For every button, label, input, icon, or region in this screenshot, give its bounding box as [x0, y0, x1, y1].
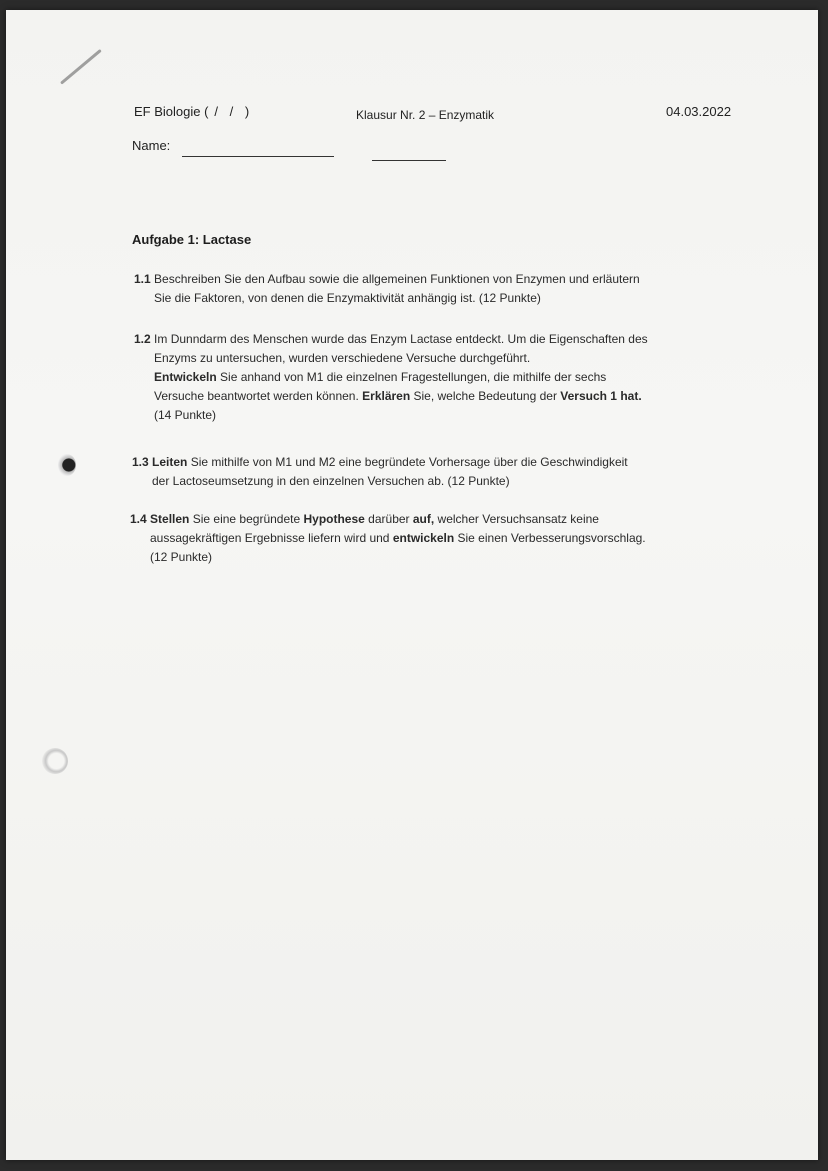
operator-keyword: Entwickeln	[154, 370, 217, 384]
task-text: welcher Versuchsansatz keine	[434, 512, 599, 526]
task-number: 1.3	[132, 455, 149, 469]
task-1-3	[132, 453, 722, 491]
task-text: Sie anhand von M1 die einzelnen Fragestellungen, die mithilfe der sechs	[216, 370, 607, 384]
course-slashes: / / )	[214, 104, 254, 119]
task-text: Versuche beantwortet werden können.	[154, 389, 363, 403]
task-number: 1.4	[130, 512, 147, 526]
exam-date: 04.03.2022	[666, 104, 732, 119]
operator-keyword: Stellen	[150, 512, 190, 526]
pen-mark	[60, 49, 102, 85]
operator-keyword: Erklären	[362, 389, 411, 403]
task-text: Sie mithilfe von M1 und M2 eine begründete Vorhersage über die Geschwindigkeit	[187, 455, 628, 469]
exam-title: Klausur Nr. 2 – Enzymatik	[356, 108, 495, 122]
task-text: Sie die Faktoren, von denen die Enzymaktivität anhängig ist. (12 Punkte)	[154, 291, 541, 305]
task-1-1	[134, 270, 724, 308]
course-text: EF Biologie (	[134, 104, 209, 119]
name-label: Name:	[132, 138, 171, 153]
task-number: 1.2	[134, 332, 151, 346]
task-1-2	[134, 330, 724, 425]
task-text: der Lactoseumsetzung in den einzelnen Versuchen ab. (12 Punkte)	[152, 474, 510, 488]
task-text: Sie, welche Bedeutung der	[410, 389, 561, 403]
operator-keyword: auf,	[412, 512, 435, 526]
name-line-extra	[372, 160, 446, 161]
task-points: (12 Punkte)	[150, 550, 213, 564]
task-text: Im Dunndarm des Menschen wurde das Enzym Lactase entdeckt. Um die Eigenschaften des	[154, 332, 648, 346]
task-1-4	[130, 510, 720, 567]
punch-hole-top	[58, 454, 76, 476]
course-label	[134, 104, 253, 119]
task-text: darüber	[364, 512, 413, 526]
operator-keyword: entwickeln	[392, 531, 455, 545]
task-text: Sie eine begründete	[189, 512, 304, 526]
task-number: 1.1	[134, 272, 151, 286]
task-text: Sie einen Verbesserungsvorschlag.	[454, 531, 646, 545]
emphasis-text: Versuch 1 hat.	[560, 389, 642, 403]
operator-keyword: Hypothese	[303, 512, 365, 526]
operator-keyword: Leiten	[152, 455, 188, 469]
punch-hole-bottom	[42, 748, 68, 774]
section-title: Aufgabe 1: Lactase	[132, 232, 252, 247]
exam-sheet	[6, 10, 818, 1160]
task-points: (14 Punkte)	[154, 408, 217, 422]
task-text: aussagekräftigen Ergebnisse liefern wird und	[150, 531, 393, 545]
task-text: Enzyms zu untersuchen, wurden verschiedene Versuche durchgeführt.	[154, 351, 531, 365]
name-line	[182, 156, 334, 157]
task-text: Beschreiben Sie den Aufbau sowie die allgemeinen Funktionen von Enzymen und erläutern	[154, 272, 640, 286]
